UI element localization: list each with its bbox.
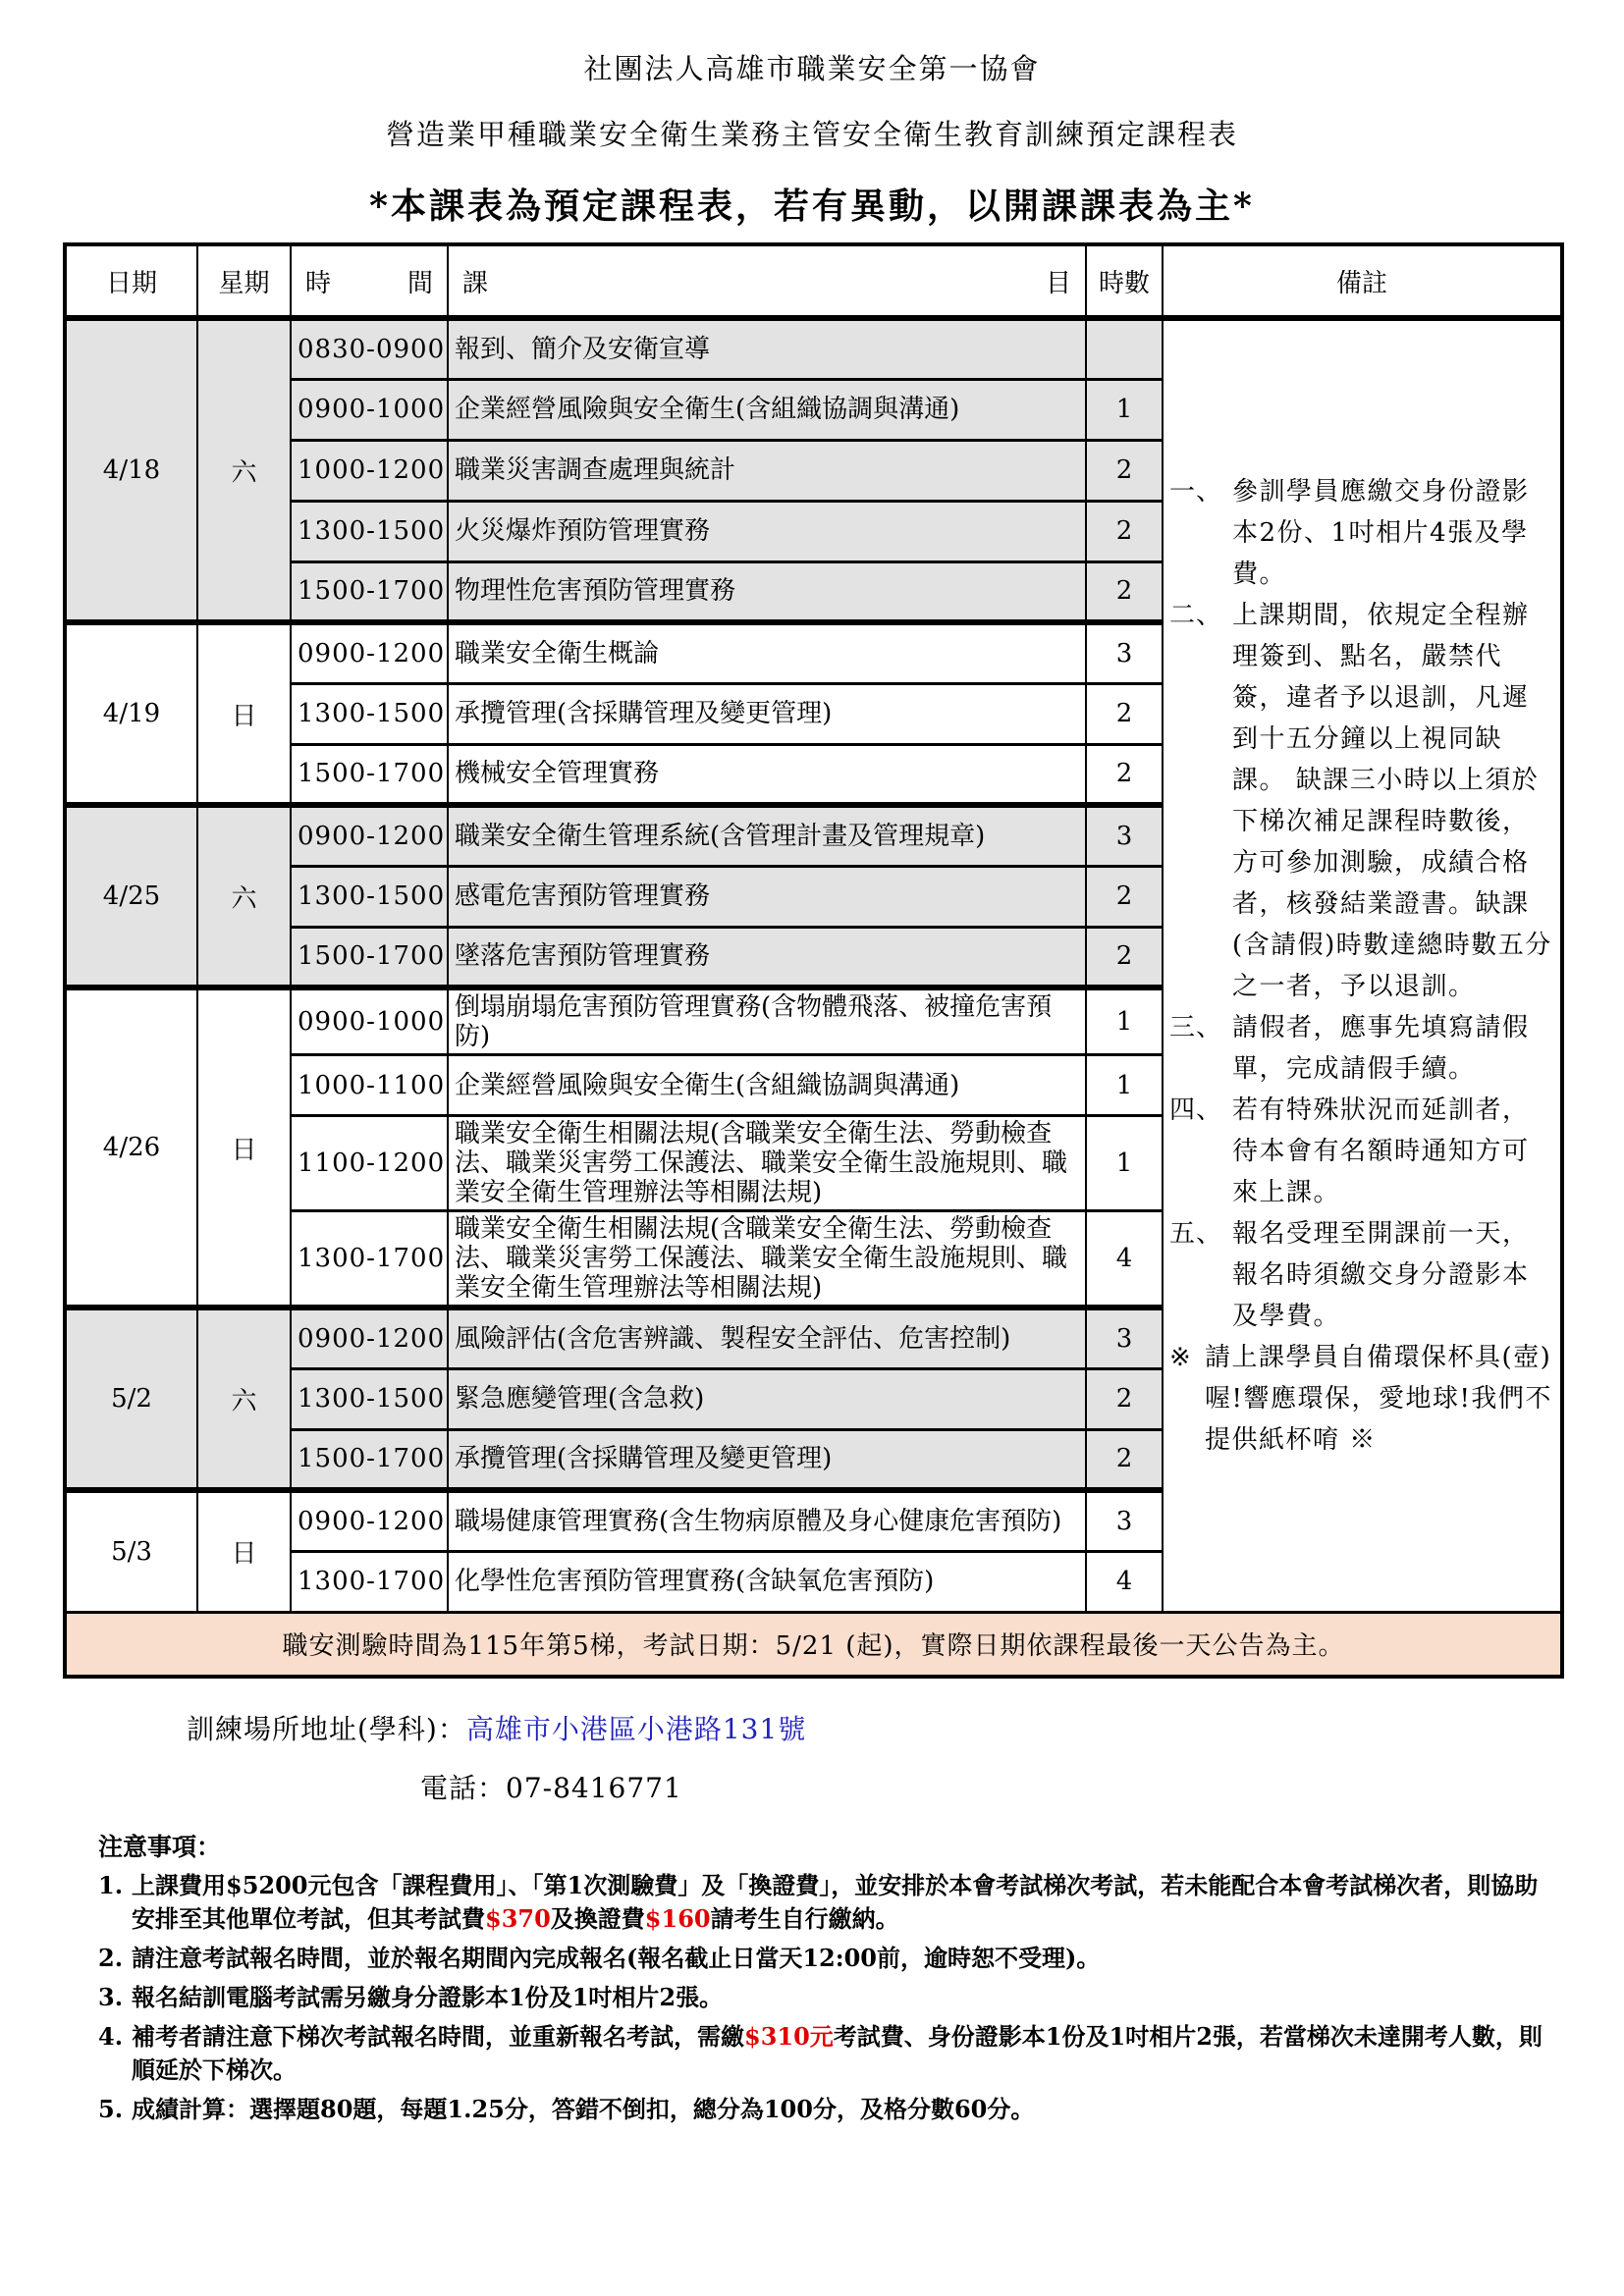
- column-header-course-char: 目: [1045, 268, 1071, 298]
- hours-cell: 2: [1086, 501, 1163, 561]
- exam-banner-row: [65, 1612, 1562, 1677]
- hours-cell: 2: [1086, 866, 1163, 927]
- remark-text: 上課期間，依規定全程辦理簽到、點名，嚴禁代簽，違者予以退訓，凡遲到十五分鐘以上視同缺課。 缺課三小時以上須於下梯次補足課程時數後，方可參加測驗，成績合格者，核發結業證書。缺課(含請假)時數達總時數五分之一者，予以退訓。: [1232, 600, 1552, 1001]
- course-cell: 企業經營風險與安全衛生(含組織協調與溝通): [448, 1055, 1086, 1116]
- hours-cell: 2: [1086, 1429, 1163, 1490]
- hours-cell: 3: [1086, 1308, 1163, 1368]
- course-cell: 職場健康管理實務(含生物病原體及身心健康危害預防): [448, 1490, 1086, 1551]
- course-cell: 職業安全衛生相關法規(含職業安全衛生法、勞動檢查法、職業災害勞工保護法、職業安全衛生設施規則、職業安全衛生管理辦法等相關法規): [448, 1211, 1086, 1308]
- date-cell: 4/26: [65, 988, 197, 1308]
- course-cell: 承攬管理(含採購管理及變更管理): [448, 1429, 1086, 1490]
- course-cell: 職業安全衛生相關法規(含職業安全衛生法、勞動檢查法、職業災害勞工保護法、職業安全衛生設施規則、職業安全衛生管理辦法等相關法規): [448, 1116, 1086, 1211]
- course-title: 營造業甲種職業安全衛生業務主管安全衛生教育訓練預定課程表: [385, 118, 1238, 151]
- time-cell: 1500-1700: [291, 744, 448, 805]
- column-header-weekday: 星期: [197, 244, 291, 318]
- column-header-time-char: 時: [305, 268, 332, 298]
- course-cell: 墜落危害預防管理實務: [448, 927, 1086, 988]
- time-cell: 1500-1700: [291, 927, 448, 988]
- weekday-cell: 六: [197, 1308, 291, 1490]
- time-cell: 0900-1200: [291, 622, 448, 683]
- notes-list: [98, 1869, 1551, 2126]
- note-text: [132, 1869, 1551, 1936]
- schedule-row: [65, 318, 1562, 379]
- time-cell: 1300-1500: [291, 866, 448, 927]
- weekday-cell: 六: [197, 318, 291, 622]
- time-cell: 1300-1500: [291, 501, 448, 561]
- course-schedule-table: [63, 242, 1564, 1679]
- course-cell: 企業經營風險與安全衛生(含組織協調與溝通): [448, 379, 1086, 440]
- hours-cell: 3: [1086, 805, 1163, 866]
- course-cell: 火災爆炸預防管理實務: [448, 501, 1086, 561]
- note-segment: 請注意考試報名時間，並於報名期間內完成報名(報名截止日當天12:00前，逾時恕不受理)。: [132, 1943, 1101, 1972]
- note-segment: 及換證費: [550, 1903, 645, 1933]
- time-cell: 1100-1200: [291, 1116, 448, 1211]
- note-segment: 考試費、身份證影本1份及1吋相片2張，若當梯次未達開考人數，則順延於下梯次。: [132, 2021, 1543, 2084]
- notes-title: 注意事項：: [98, 1832, 222, 1861]
- remarks-cell: [1163, 318, 1562, 1612]
- remark-marker: 四、: [1169, 1095, 1223, 1125]
- weekday-cell: 日: [197, 1490, 291, 1612]
- remark-item: [1169, 1090, 1554, 1213]
- note-number: 2.: [98, 1943, 124, 1972]
- date-cell: 5/2: [65, 1308, 197, 1490]
- time-cell: 0900-1000: [291, 379, 448, 440]
- note-number: 5.: [98, 2094, 124, 2123]
- date-cell: 4/19: [65, 622, 197, 805]
- remark-text: 參訓學員應繳交身份證影本2份、1吋相片4張及學費。: [1232, 476, 1530, 589]
- note-segment: 成績計算：選擇題80題，每題1.25分，答錯不倒扣，總分為100分，及格分數60分。: [132, 2094, 1035, 2123]
- remark-marker: 一、: [1169, 476, 1223, 507]
- course-cell: 機械安全管理實務: [448, 744, 1086, 805]
- note-item: [98, 1942, 1551, 1975]
- column-header-course: [448, 244, 1086, 318]
- column-header-hours: 時數: [1086, 244, 1163, 318]
- remark-text: 請假者，應事先填寫請假單，完成請假手續。: [1232, 1012, 1530, 1084]
- note-text: [132, 2093, 1551, 2126]
- training-address-value: 高雄市小港區小港路131號: [465, 1712, 807, 1745]
- date-cell: 4/18: [65, 318, 197, 622]
- hours-cell: [1086, 318, 1163, 379]
- hours-cell: 2: [1086, 440, 1163, 501]
- column-header-time-char: 間: [406, 268, 433, 298]
- hours-cell: 2: [1086, 561, 1163, 622]
- hours-cell: 4: [1086, 1551, 1163, 1612]
- note-item: [98, 1869, 1551, 1936]
- note-segment: 上課費用$5200元包含「課程費用」、「第1次測驗費」及「換證費」，並安排於本會考試梯次考試，若未能配合本會考試梯次者，則協助安排至其他單位考試，但其考試費: [132, 1870, 1539, 1933]
- hours-cell: 2: [1086, 683, 1163, 744]
- note-item: [98, 1981, 1551, 2014]
- column-header-date: 日期: [65, 244, 197, 318]
- column-header-remarks: 備註: [1163, 244, 1562, 318]
- note-fee-highlight: $310元: [744, 2021, 834, 2051]
- time-cell: 1500-1700: [291, 561, 448, 622]
- course-cell: 職業災害調查處理與統計: [448, 440, 1086, 501]
- time-cell: 1500-1700: [291, 1429, 448, 1490]
- time-cell: 1300-1700: [291, 1551, 448, 1612]
- note-fee-highlight: $370: [485, 1903, 551, 1933]
- course-cell: 緊急應變管理(含急救): [448, 1368, 1086, 1429]
- time-cell: 1300-1500: [291, 683, 448, 744]
- remark-text: 請上課學員自備環保杯具(壺) 喔!響應環保，愛地球!我們不提供紙杯唷 ※: [1205, 1342, 1552, 1455]
- hours-cell: 1: [1086, 1116, 1163, 1211]
- time-cell: 0900-1200: [291, 1490, 448, 1551]
- note-number: 4.: [98, 2021, 124, 2051]
- remark-marker: 三、: [1169, 1012, 1223, 1042]
- training-address-label: 訓練場所地址(學科)：: [187, 1712, 466, 1745]
- schedule-disclaimer: *本課表為預定課程表，若有異動，以開課課表為主*: [369, 186, 1255, 227]
- remark-text: 報名受理至開課前一天，報名時須繳交身分證影本及學費。: [1232, 1218, 1530, 1331]
- remark-item: [1169, 595, 1554, 1007]
- course-cell: 報到、簡介及安衛宣導: [448, 318, 1086, 379]
- weekday-cell: 日: [197, 622, 291, 805]
- course-cell: 承攬管理(含採購管理及變更管理): [448, 683, 1086, 744]
- time-cell: 0900-1200: [291, 805, 448, 866]
- remark-item: [1169, 1213, 1554, 1337]
- note-fee-highlight: $160: [644, 1903, 711, 1933]
- organization-title: 社團法人高雄市職業安全第一協會: [583, 52, 1041, 85]
- remark-item: [1169, 1337, 1554, 1461]
- title-block: [0, 0, 1624, 229]
- note-item: [98, 2020, 1551, 2087]
- remark-marker: ※: [1169, 1342, 1192, 1372]
- hours-cell: 2: [1086, 744, 1163, 805]
- column-header-time: [291, 244, 448, 318]
- weekday-cell: 日: [197, 988, 291, 1308]
- training-address-line: [187, 1708, 1624, 1747]
- course-cell: 倒塌崩塌危害預防管理實務(含物體飛落、被撞危害預防): [448, 988, 1086, 1055]
- course-cell: 職業安全衛生管理系統(含管理計畫及管理規章): [448, 805, 1086, 866]
- note-text: [132, 1981, 1551, 2014]
- course-cell: 職業安全衛生概論: [448, 622, 1086, 683]
- date-cell: 4/25: [65, 805, 197, 988]
- time-cell: 0900-1200: [291, 1308, 448, 1368]
- note-segment: 補考者請注意下梯次考試報名時間，並重新報名考試，需繳: [132, 2021, 744, 2051]
- date-cell: 5/3: [65, 1490, 197, 1612]
- remark-marker: 五、: [1169, 1218, 1223, 1249]
- notes-section: [98, 1828, 1551, 2126]
- weekday-cell: 六: [197, 805, 291, 988]
- hours-cell: 1: [1086, 988, 1163, 1055]
- remark-marker: 二、: [1169, 600, 1223, 630]
- course-cell: 化學性危害預防管理實務(含缺氧危害預防): [448, 1551, 1086, 1612]
- hours-cell: 1: [1086, 379, 1163, 440]
- note-item: [98, 2093, 1551, 2126]
- remark-item: [1169, 1007, 1554, 1090]
- note-segment: 請考生自行繳納。: [710, 1903, 899, 1933]
- time-cell: 1000-1200: [291, 440, 448, 501]
- note-segment: 報名結訓電腦考試需另繳身分證影本1份及1吋相片2張。: [132, 1982, 724, 2011]
- note-number: 3.: [98, 1982, 124, 2011]
- remark-text: 若有特殊狀況而延訓者，待本會有名額時通知方可來上課。: [1232, 1095, 1530, 1207]
- course-cell: 感電危害預防管理實務: [448, 866, 1086, 927]
- remark-item: [1169, 471, 1554, 595]
- note-number: 1.: [98, 1870, 124, 1899]
- course-cell: 風險評估(含危害辨識、製程安全評估、危害控制): [448, 1308, 1086, 1368]
- hours-cell: 3: [1086, 1490, 1163, 1551]
- hours-cell: 4: [1086, 1211, 1163, 1308]
- course-cell: 物理性危害預防管理實務: [448, 561, 1086, 622]
- note-text: [132, 1942, 1551, 1975]
- table-header-row: [65, 244, 1562, 318]
- hours-cell: 2: [1086, 927, 1163, 988]
- exam-banner: 職安測驗時間為115年第5梯，考試日期：5/21 (起)，實際日期依課程最後一天公告為主。: [65, 1612, 1562, 1677]
- hours-cell: 3: [1086, 622, 1163, 683]
- note-text: [132, 2020, 1551, 2087]
- time-cell: 1300-1500: [291, 1368, 448, 1429]
- hours-cell: 1: [1086, 1055, 1163, 1116]
- hours-cell: 2: [1086, 1368, 1163, 1429]
- time-cell: 0900-1000: [291, 988, 448, 1055]
- time-cell: 1000-1100: [291, 1055, 448, 1116]
- phone-line: 電話：07-8416771: [420, 1771, 682, 1804]
- time-cell: 1300-1700: [291, 1211, 448, 1308]
- time-cell: 0830-0900: [291, 318, 448, 379]
- column-header-course-char: 課: [462, 268, 489, 298]
